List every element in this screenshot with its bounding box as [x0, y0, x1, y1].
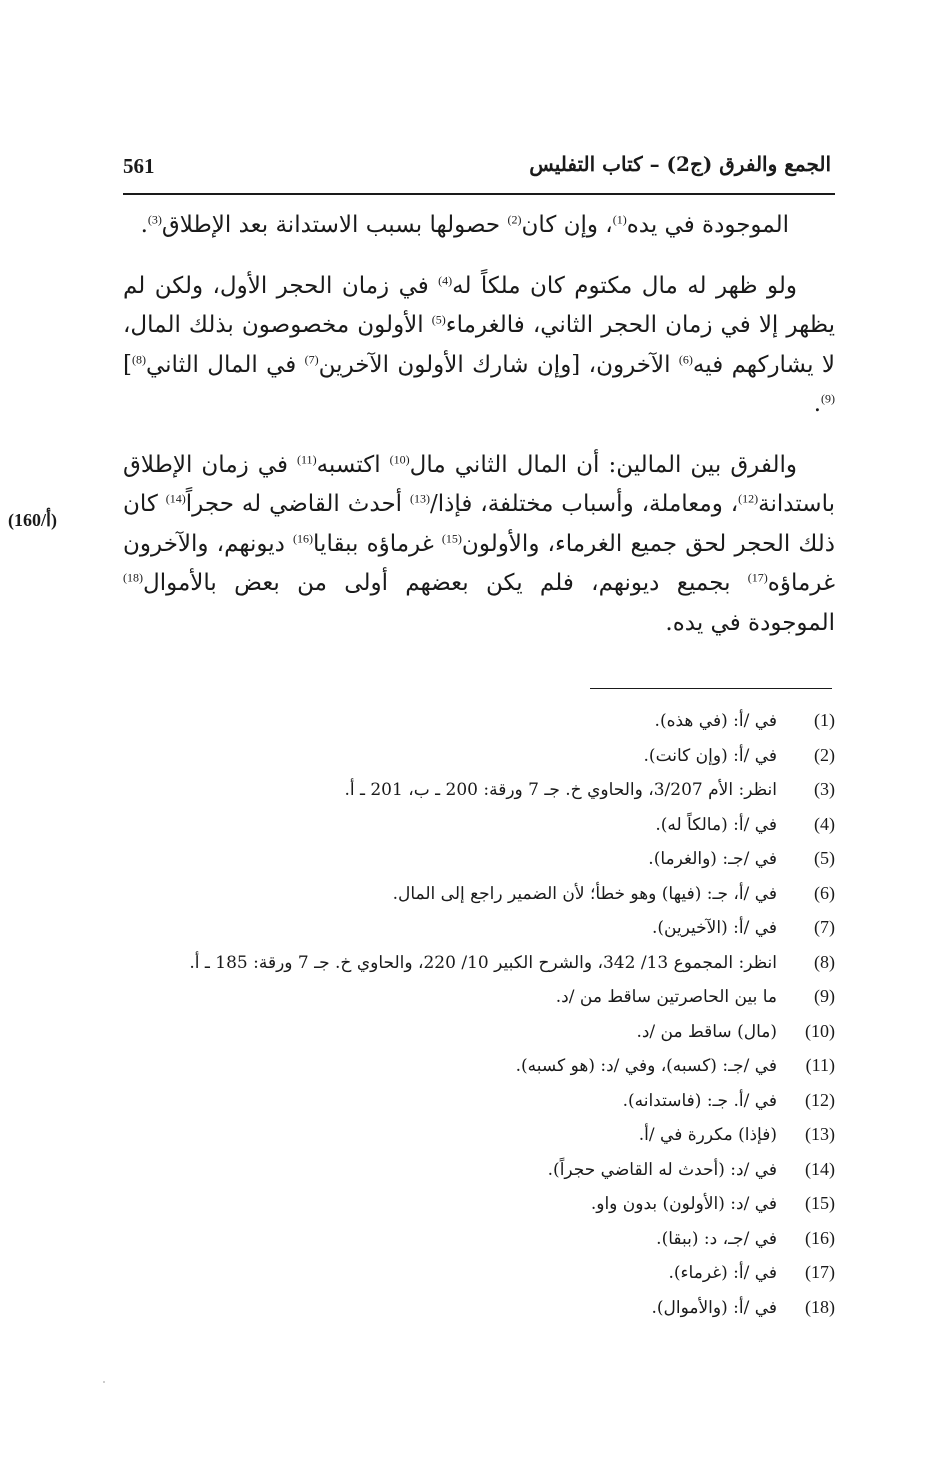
footnote-ref[interactable]: (3): [147, 212, 162, 227]
footnote-item: [123, 772, 835, 807]
footnote-number: (3): [814, 779, 835, 799]
footnote-item: [123, 1014, 835, 1049]
scan-speck: [103, 1381, 105, 1383]
footnote-text: في /أ: (الآخيرين).: [651, 918, 777, 938]
footnote-ref[interactable]: (8): [131, 351, 146, 366]
footnote-ref[interactable]: (18): [123, 570, 143, 585]
footnote-ref[interactable]: (7): [304, 351, 319, 366]
text-run: .: [813, 391, 821, 417]
text-run: بجميع ديونهم، فلم يكن بعضهم أولى من بعض بالأموال: [143, 570, 748, 596]
footnote-text: في /أ: (غرماء).: [668, 1263, 777, 1283]
manuscript-folio-marker: (160/أ): [8, 510, 58, 530]
footnote-number: (7): [814, 917, 835, 937]
footnote-text: في /أ: (والأموال).: [651, 1297, 777, 1318]
footnote-item: [123, 1152, 835, 1187]
text-run: والفرق بين المالين: أن المال الثاني مال: [409, 451, 797, 478]
footnote-text: في /جـ: (والغرما).: [648, 849, 777, 869]
footnote-number: (2): [814, 744, 835, 765]
footnote-text: في /أ: (مالكاً له).: [655, 814, 777, 835]
text-run: اكتسبه: [316, 451, 390, 478]
text-run: ، وإن كان: [521, 212, 613, 238]
footnote-ref[interactable]: (9): [821, 391, 835, 406]
footnote-ref[interactable]: (17): [747, 570, 768, 585]
footnote-text: في /د: (الأولون) بدون واو.: [590, 1194, 777, 1214]
footnote-item: [123, 1048, 835, 1083]
text-run: ديونهم، والآخرون غرماؤه: [123, 530, 835, 596]
text-run: في المال الثاني: [145, 351, 305, 378]
footnote-ref[interactable]: (13): [409, 491, 430, 506]
text-run: غرماؤه ببقايا: [313, 530, 442, 557]
footnote-item: [123, 876, 835, 911]
footnote-number: (18): [805, 1296, 835, 1317]
footnote-item: [123, 807, 835, 842]
footnote-item: [123, 1255, 835, 1290]
footnote-number: (4): [814, 813, 835, 834]
footnote-text: في /أ. جـ: (فاستدانه).: [622, 1090, 777, 1111]
page-number: 561: [123, 154, 155, 178]
footnote-number: (11): [805, 1055, 835, 1075]
footnote-item: [123, 945, 835, 980]
text-run: ]: [123, 351, 132, 378]
text-run: في زمان الحجر الأول، ولكن لم يظهر إلا في زمان الحجر الثاني، فالغرماء: [123, 272, 835, 338]
text-run: حصولها بسبب الاستدانة بعد الإطلاق: [161, 212, 508, 238]
footnotes-list: [123, 703, 835, 1324]
footnote-text: في /أ: (في هذه).: [654, 711, 777, 731]
footnote-text: في /جـ، د: (ببقا).: [656, 1228, 777, 1249]
footnote-ref[interactable]: (6): [678, 351, 693, 366]
footnote-text: في /جـ: (كسبه)، وفي /د: (هو كسبه).: [515, 1056, 777, 1076]
header-rule: [123, 193, 835, 195]
footnote-number: (17): [805, 1262, 835, 1282]
footnote-item: [123, 910, 835, 945]
footnote-number: (14): [805, 1158, 835, 1179]
paragraph-3: [123, 446, 835, 644]
footnote-item: [123, 1083, 835, 1118]
text-run: ولو ظهر له مال مكتوم كان ملكاً له: [452, 272, 797, 299]
footnote-item: [123, 738, 835, 773]
paragraph-1: [123, 206, 835, 246]
footnote-number: (9): [814, 986, 835, 1006]
footnote-number: (12): [805, 1089, 835, 1110]
footnote-number: (15): [805, 1193, 835, 1213]
footnote-item: [123, 1221, 835, 1256]
footnote-number: (10): [805, 1020, 835, 1041]
main-text: [123, 206, 835, 664]
footnote-number: (16): [805, 1227, 835, 1248]
footnote-text: (مال) ساقط من /د.: [636, 1021, 777, 1042]
text-run: ، ومعاملة، وأسباب مختلفة، فإذا/: [429, 491, 739, 517]
text-run: الموجودة في يده.: [665, 609, 835, 636]
footnote-number: (13): [805, 1124, 835, 1144]
text-run: .: [140, 212, 148, 238]
footnote-text: ما بين الحاصرتين ساقط من /د.: [555, 987, 777, 1007]
footnote-ref[interactable]: (15): [441, 530, 462, 545]
footnote-number: (6): [814, 882, 835, 903]
footnote-ref[interactable]: (2): [507, 212, 522, 227]
footnote-text: (فإذا) مكررة في /أ.: [638, 1125, 777, 1145]
paragraph-2: [123, 267, 835, 425]
text-run: أحدث القاضي له حجراً: [185, 491, 410, 517]
footnote-item: [123, 1117, 835, 1152]
footnote-item: [123, 1186, 835, 1221]
footnote-item: [123, 841, 835, 876]
footnote-item: [123, 979, 835, 1014]
text-run: في زمان الإطلاق باستدانة: [123, 451, 835, 517]
footnote-separator: [590, 688, 832, 689]
footnote-item: [123, 1290, 835, 1325]
footnote-number: (1): [814, 710, 835, 730]
page-header: [123, 152, 831, 188]
footnote-text: في /أ، جـ: (فيها) وهو خطأ؛ لأن الضمير راجع إلى المال.: [392, 883, 777, 904]
text-run: الأولون مخصوصون بذلك المال، لا يشاركهم فيه: [123, 312, 835, 378]
footnote-ref[interactable]: (1): [612, 212, 627, 227]
text-run: الموجودة في يده: [626, 212, 789, 238]
footnote-ref[interactable]: (12): [738, 491, 759, 506]
text-run: كان ذلك الحجر لحق جميع الغرماء، والأولون: [123, 491, 835, 557]
footnote-text: في /د: (أحدث له القاضي حجراً).: [547, 1159, 777, 1180]
footnote-ref[interactable]: (5): [431, 312, 446, 327]
footnote-ref[interactable]: (16): [293, 530, 314, 545]
footnote-number: (5): [814, 848, 835, 868]
footnote-ref[interactable]: (11): [297, 451, 317, 466]
footnote-ref[interactable]: (10): [389, 451, 410, 466]
footnote-ref[interactable]: (14): [165, 491, 186, 506]
footnote-text: انظر: المجموع 13/ 342، والشرح الكبير 10/ 220، والحاوي خ. جـ 7 ورقة: 185 ـ أ.: [189, 952, 777, 973]
footnote-number: (8): [814, 951, 835, 972]
footnote-ref[interactable]: (4): [438, 272, 453, 287]
footnote-text: انظر: الأم 3/207، والحاوي خ. جـ 7 ورقة: 200 ـ ب، 201 ـ أ.: [344, 780, 777, 800]
footnote-item: [123, 703, 835, 738]
text-run: الآخرون، [وإن شارك الأولون الآخرين: [318, 351, 679, 378]
footnote-text: في /أ: (وإن كانت).: [643, 745, 777, 766]
running-title: الجمع والفرق (ج2) – كتاب التفليس: [529, 152, 831, 176]
